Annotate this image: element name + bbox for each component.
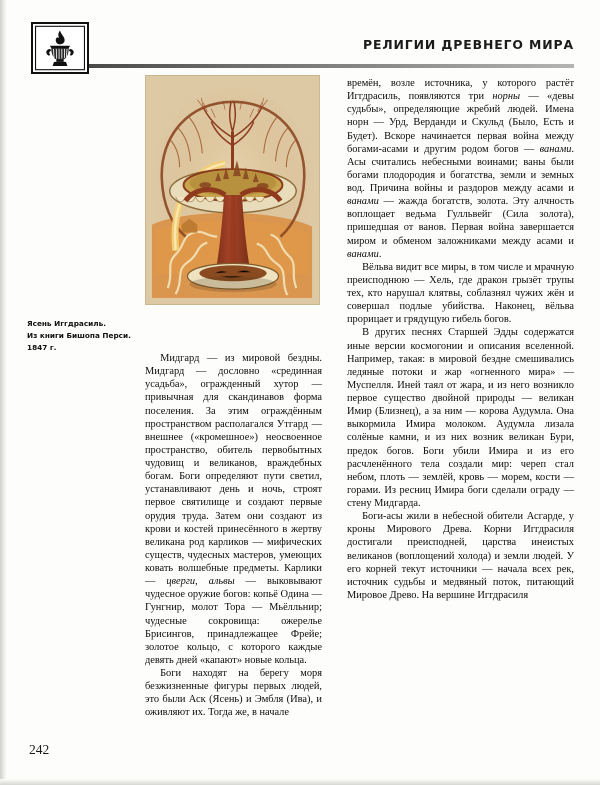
paragraph: Вёльва видит все миры, в том числе и мрачную преисподнюю — Хель, где дракон грызёт трупы тех, кто нарушал клятвы, соблазнял чужих жён и совершал подлые убийства. Наконец, вёльва прорицает и грядущую гибель богов. bbox=[347, 261, 574, 326]
running-head-title: РЕЛИГИИ ДРЕВНЕГО МИРА bbox=[362, 37, 574, 52]
header-rule bbox=[89, 64, 574, 68]
figure-yggdrasil bbox=[145, 75, 320, 305]
paragraph: времён, возле источника, у которого растёт Иггдрасиль, появляются три норны — «девы судьбы», определяющие жребий людей. Имена норн — Урд, Верданди и Скульд (Было, Есть и Будет). Вскоре начинается первая война между богами-асами и другим родом богов — ванами. Асы считались небесными воинами; ваны были богами плодородия и богатства, земли и земных вод. Причина войны и раздоров между асами и ванами — жажда богатств, золота. Эту алчность воплощает ведьма Гулльвейг (Сила золота), пришедшая от ванов. Первая война завершается миром и обменом заложниками между асами и ванами. bbox=[347, 78, 574, 260]
figure-caption bbox=[27, 318, 139, 353]
paragraph: Мидгард — из мировой бездны. Мидгард — дословно «срединная усадьба», огражденный хутор — привычная для скандинавов форма поселения. За этим ограждённым пространством располагался Утгард — внешнее («кромешное») неосвоенное пространство, обитель первобытных чудовищ и великанов, враждебных богам. Боги определяют пути светил, устанавливают день и ночь, строят первое святилище и создают первые орудия труда. Затем они создают из крови и костей принесённого в жертву великана род карликов — мифических существ, чудесных мастеров, умеющих ковать волшебные предметы. Карлики — цверги, альвы — выковывают чудесное оружие богов: копьё Одина — Гунгнир, молот Тора — Мьёлльнир; чудесные сокровища: ожерелье Брисингов, принадлежащее Фрейе; золотое кольцо, с которого каждые девять дней «капают» новые кольца. bbox=[145, 353, 322, 666]
page-edge-bottom bbox=[0, 779, 600, 785]
running-head bbox=[0, 20, 600, 76]
caption-line-2: Из книги Бишопа Перси. bbox=[27, 330, 131, 340]
paragraph: В других песнях Старшей Эдды содержатся иные версии космогонии и описания вселенной. Например, такая: в мировой бездне смешивались ледяные потоки и жар «огненного мира» — Муспелля. Иней таял от жара, и из него возникло первое существо двойной природы — великан Имир (Близнец), а за ним — корова Аудумла. Она выкормила Имира молоком. Аудумла лизала солёные камни, и из них возник великан Бури, предок богов. Боги убили Имира и из его расчленённого тела создали мир: череп стал небом, плоть — землёй, кровь — морем, кости — горами. Из ресниц Имира боги сделали ограду — стену Мидгарда. bbox=[347, 327, 574, 509]
caption-line-1: Ясень Иггдрасиль. bbox=[27, 319, 107, 328]
text-column-right bbox=[347, 77, 574, 602]
paragraph: Боги находят на берегу моря безжизненные фигуры первых людей, это были Аск (Ясень) и Эмбля (Ива), и оживляют их. Тогда же, в начале bbox=[145, 668, 322, 719]
caption-line-3: 1847 г. bbox=[27, 342, 57, 352]
page-number: 242 bbox=[29, 742, 50, 757]
text-column-left bbox=[145, 352, 322, 720]
paragraph: Боги-асы жили в небесной обители Асгарде, у кроны Мирового Древа. Корни Иггдрасиля достигали преисподней, царства инеистых великанов (воплощений холода) и земли людей. У его корней текут источники — начала всех рек, источник судьбы и медвяный поток, питающий Мировое Древо. На вершине Иггдрасиля bbox=[347, 511, 574, 601]
yggdrasil-world-tree-illustration bbox=[145, 75, 320, 305]
page-edge-left bbox=[0, 0, 7, 785]
flaming-urn-icon bbox=[31, 22, 89, 74]
